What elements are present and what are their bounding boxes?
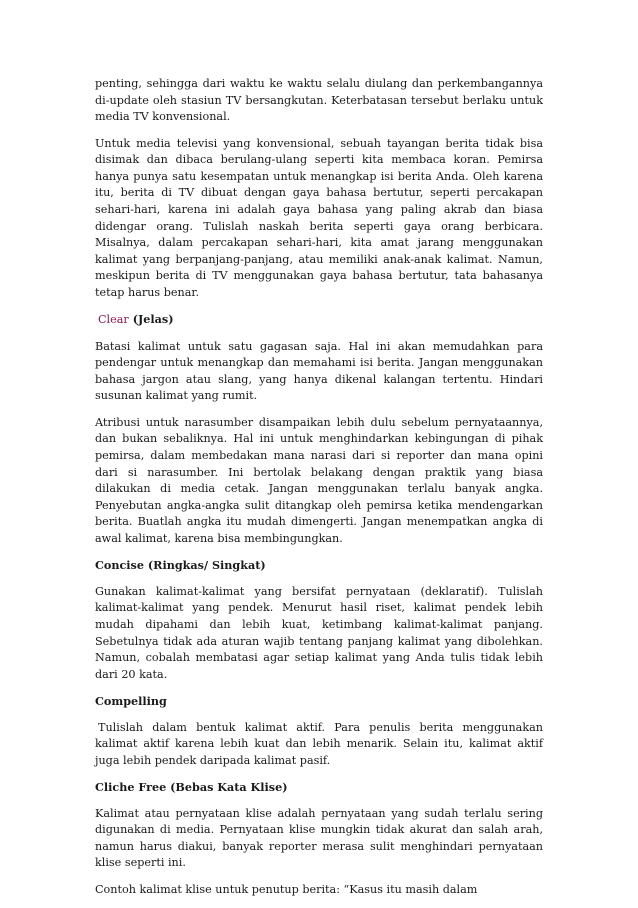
paragraph-concise: Gunakan kalimat-kalimat yang bersifat pernyataan (deklaratif). Tulislah kalimat-kalimat yang pendek. Menurut hasil riset, kalimat pendek lebih mudah dipahami dan lebih kuat, ketimbang kalimat-kalimat panjang. Sebetulnya tidak ada aturan wajib tentang panjang kalimat yang dibolehkan. Namun, cobalah membatasi agar setiap kalimat yang Anda tulis tidak lebih dari 20 kata. (95, 584, 543, 681)
paragraph-update-note: penting, sehingga dari waktu ke waktu selalu diulang dan perkembangannya di-update oleh stasiun TV bersangkutan. Keterbatasan tersebut berlaku untuk media TV konvensional. (95, 77, 543, 124)
paragraph-cliche: Kalimat atau pernyataan klise adalah pernyataan yang sudah terlalu sering digunakan di media. Pernyataan klise mungkin tidak akurat dan salah arah, namun harus diakui, banyak reporter merasa sulit menghindari pernyataan klise seperti ini. (95, 806, 543, 870)
paragraph-conventional-tv: Untuk media televisi yang konvensional, sebuah tayangan berita tidak bisa disimak dan dibaca berulang-ulang seperti kita membaca koran. Pemirsa hanya punya satu kesempatan untuk menangkap isi berita Anda. Oleh karena itu, berita di TV dibuat dengan gaya bahasa bertutur, seperti percakapan sehari-hari, karena ini adalah gaya bahasa yang paling akrab dan biasa didengar orang. Tulislah naskah berita seperti gaya orang berbicara. Misalnya, dalam percakapan sehari-hari, kita amat jarang menggunakan kalimat yang berpanjang-panjang, atau memiliki anak-anak kalimat. Namun, meskipun berita di TV menggunakan gaya bahasa bertutur, tata bahasanya tetap harus benar. (95, 136, 543, 299)
heading-compelling: Compelling (95, 694, 167, 709)
heading-clear (95, 311, 543, 329)
paragraph-clear-limit: Batasi kalimat untuk satu gagasan saja. Hal ini akan memudahkan para pendengar untuk menangkap dan memahami isi berita. Jangan menggunakan bahasa jargon atau slang, yang hanya dikenal kalangan tertentu. Hindari susunan kalimat yang rumit. (95, 339, 543, 403)
paragraph-attribution: Atribusi untuk narasumber disampaikan lebih dulu sebelum pernyataannya, dan bukan sebaliknya. Hal ini untuk menghindarkan kebingungan di pihak pemirsa, dalam membedakan mana narasi dari si reporter dan mana opini dari si narasumber. Ini bertolak belakang dengan praktik yang biasa dilakukan di media cetak. Jangan menggunakan terlalu banyak angka. Penyebutan angka-angka sulit ditangkap oleh pemirsa ketika mendengarkan berita. Buatlah angka itu mudah dimengerti. Jangan menempatkan angka di awal kalimat, karena bisa membingungkan. (95, 415, 543, 546)
paragraph-compelling: Tulislah dalam bentuk kalimat aktif. Para penulis berita menggunakan kalimat aktif karena lebih kuat dan lebih menarik. Selain itu, kalimat aktif juga lebih pendek daripada kalimat pasif. (95, 720, 543, 767)
document-page (95, 76, 543, 908)
heading-cliche-free: Cliche Free (Bebas Kata Klise) (95, 780, 288, 795)
heading-clear-translation: (Jelas) (132, 312, 174, 327)
heading-concise: Concise (Ringkas/ Singkat) (95, 558, 266, 573)
heading-clear-keyword: Clear (98, 313, 129, 327)
paragraph-cliche-example: Contoh kalimat klise untuk penutup berita: “Kasus itu masih dalam (95, 882, 478, 896)
